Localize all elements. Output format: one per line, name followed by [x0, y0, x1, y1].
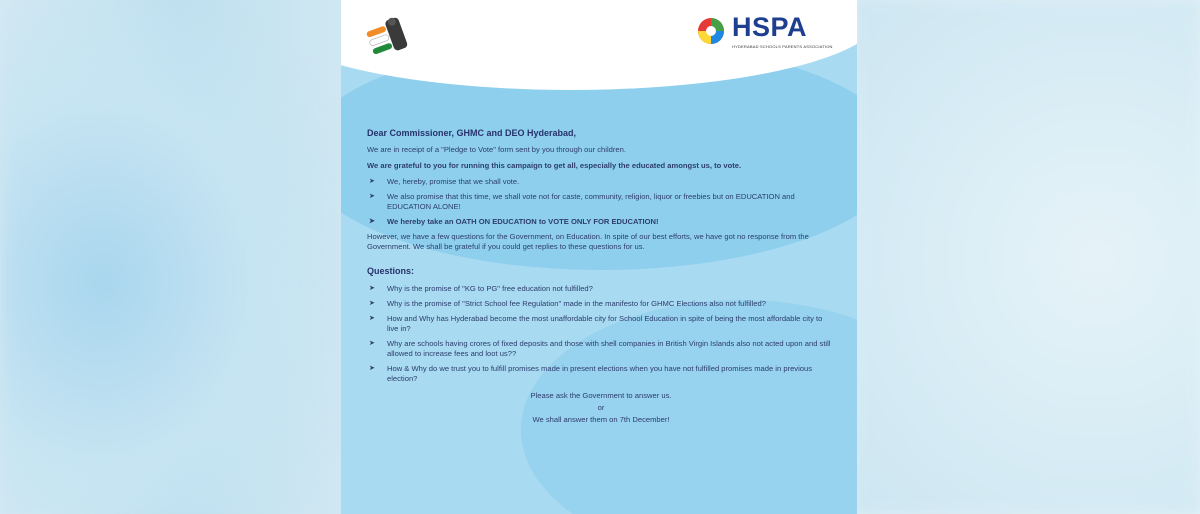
questions-heading: Questions: [367, 266, 415, 276]
poster [341, 0, 857, 514]
arrow-bullet-icon: ➤ [369, 285, 375, 292]
hspa-subtitle: HYDERABAD SCHOOLS PARENTS ASSOCIATION [732, 44, 833, 49]
arrow-bullet-icon: ➤ [369, 315, 375, 322]
closing-or: or [597, 403, 605, 412]
list-item: ➤ How & Why do we trust you to fulfill promises made in present elections when you have not fulfilled promises made in previous election? [369, 364, 813, 383]
poster-header [341, 0, 857, 70]
request-paragraph: However, we have a few questions for the Government, on Education. In spite of our best efforts, we have got no response from the Government. We shall be grateful if you could get replies to these questions for us. [367, 232, 809, 251]
question-list [367, 284, 835, 384]
list-item: ➤ Why is the promise of "KG to PG" free education not fulfilled? [369, 284, 593, 293]
letter-body [367, 128, 835, 426]
intro-paragraph: We are in receipt of a "Pledge to Vote" form sent by you through our children. [367, 145, 626, 154]
list-item: ➤ We hereby take an OATH ON EDUCATION to VOTE ONLY FOR EDUCATION! [369, 217, 659, 226]
arrow-bullet-icon: ➤ [369, 218, 375, 225]
background-right [855, 0, 1200, 514]
election-commission-logo-icon [363, 12, 419, 62]
arrow-bullet-icon: ➤ [369, 340, 375, 347]
hspa-wordmark: HSPA [732, 12, 808, 42]
arrow-bullet-icon: ➤ [369, 193, 375, 200]
hspa-logo [696, 14, 846, 54]
background-left [0, 0, 340, 514]
gratitude-paragraph: We are grateful to you for running this campaign to get all, especially the educated amongst us, to vote. [367, 161, 742, 170]
hspa-globe-icon [696, 16, 726, 46]
closing-block [367, 390, 835, 426]
arrow-bullet-icon: ➤ [369, 300, 375, 307]
list-item: ➤ We also promise that this time, we shall vote not for caste, community, religion, liquor or freebies but on EDUCATION and EDUCATION ALONE! [369, 192, 795, 211]
arrow-bullet-icon: ➤ [369, 178, 375, 185]
list-item: ➤ Why are schools having crores of fixed deposits and those with shell companies in British Virgin Islands also not acted upon and still allowed to increase fees and loot us?? [369, 339, 831, 358]
closing-line: We shall answer them on 7th December! [532, 415, 670, 424]
list-item: ➤ We, hereby, promise that we shall vote. [369, 177, 520, 186]
list-item: ➤ Why is the promise of "Strict School fee Regulation" made in the manifesto for GHMC Elections also not fulfilled? [369, 299, 766, 308]
list-item: ➤ How and Why has Hyderabad become the most unaffordable city for School Education in spite of being the most affordable city to live in? [369, 314, 823, 333]
pledge-list [367, 177, 835, 227]
salutation: Dear Commissioner, GHMC and DEO Hyderabad, [367, 128, 577, 138]
closing-line: Please ask the Government to answer us. [530, 391, 672, 400]
arrow-bullet-icon: ➤ [369, 365, 375, 372]
